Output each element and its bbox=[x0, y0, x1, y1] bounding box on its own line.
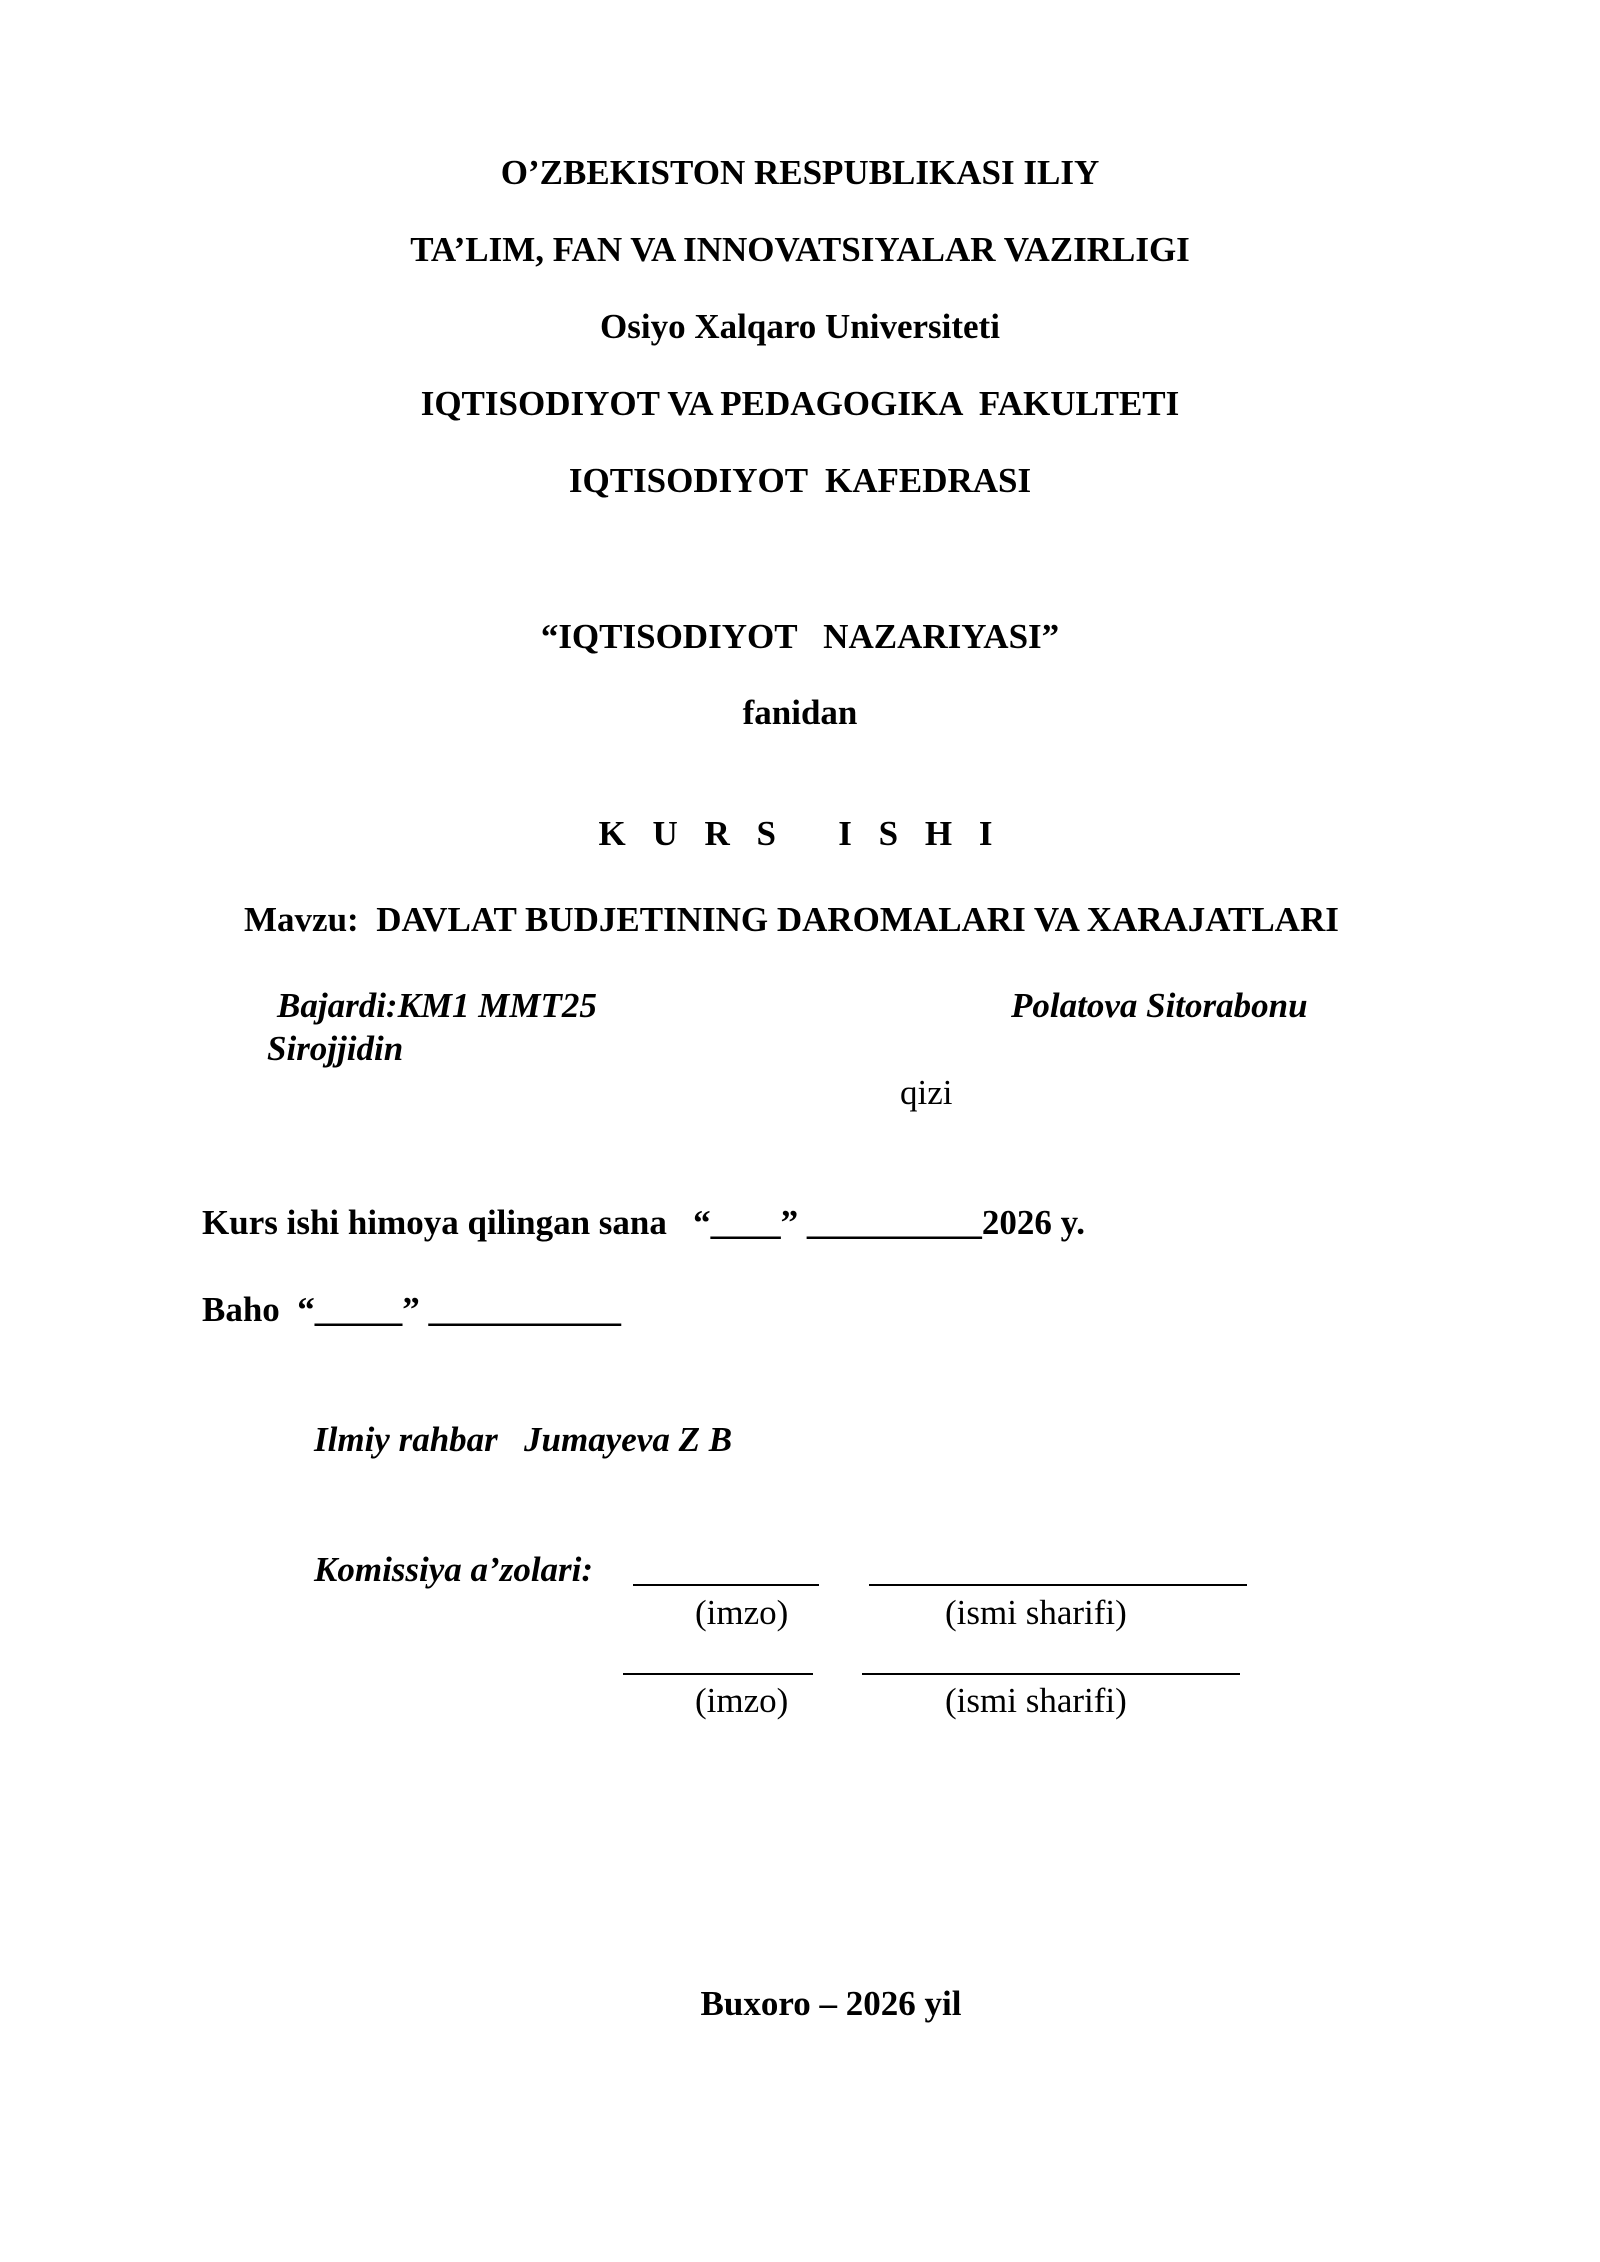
author-label: Bajardi:KM1 MMT25 bbox=[277, 986, 597, 1025]
author-name-part-2: Sirojjidin bbox=[267, 1029, 404, 1068]
ministry-line-2: TA’LIM, FAN VA INNOVATSIYALAR VAZIRLIGI bbox=[410, 230, 1190, 269]
work-type: K U R S I S H I bbox=[598, 814, 1002, 853]
work-topic: Mavzu: DAVLAT BUDJETINING DAROMALARI VA XARAJATLARI bbox=[244, 900, 1339, 939]
subject-name: “IQTISODIYOT NAZARIYASI” bbox=[540, 617, 1060, 656]
subject-suffix: fanidan bbox=[742, 693, 858, 732]
commission-label: Komissiya a’zolari: bbox=[314, 1550, 594, 1589]
defense-date-line: Kurs ishi himoya qilingan sana “____” __________2026 y. bbox=[202, 1203, 1085, 1242]
grade-line: Baho “_____” ___________ bbox=[202, 1290, 622, 1329]
name-caption-1: (ismi sharifi) bbox=[945, 1593, 1127, 1632]
supervisor-line: Ilmiy rahbar Jumayeva Z B bbox=[314, 1420, 733, 1459]
name-line-1 bbox=[869, 1584, 1247, 1586]
author-name-part-3: qizi bbox=[900, 1073, 953, 1112]
city-year: Buxoro – 2026 yil bbox=[700, 1984, 962, 2023]
signature-caption-2: (imzo) bbox=[695, 1681, 789, 1720]
ministry-line-1: O’ZBEKISTON RESPUBLIKASI ILIY bbox=[500, 153, 1100, 192]
name-caption-2: (ismi sharifi) bbox=[945, 1681, 1127, 1720]
department-name: IQTISODIYOT KAFEDRASI bbox=[568, 461, 1032, 500]
name-line-2 bbox=[862, 1673, 1240, 1675]
faculty-name: IQTISODIYOT VA PEDAGOGIKA FAKULTETI bbox=[420, 384, 1180, 423]
signature-caption-1: (imzo) bbox=[695, 1593, 789, 1632]
author-name-part-1: Polatova Sitorabonu bbox=[1011, 986, 1308, 1025]
signature-line-1 bbox=[633, 1584, 819, 1586]
university-name: Osiyo Xalqaro Universiteti bbox=[600, 307, 1000, 346]
signature-line-2 bbox=[623, 1673, 813, 1675]
